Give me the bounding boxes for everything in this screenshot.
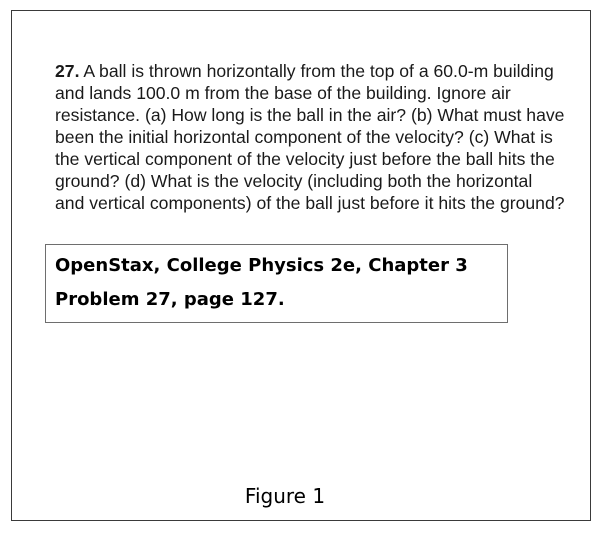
source-citation-box xyxy=(45,244,508,323)
problem-text: A ball is thrown horizontally from the top of a 60.0-m building and lands 100.0 m from the base of the building. Ignore air resistance. (a) How long is the ball in the air? (b) What must have been the initial horizontal component of the velocity? (c) What is the vertical component of the velocity just before the ball hits the ground? (d) What is the velocity (including both the horizontal and vertical components) of the ball just before it hits the ground? xyxy=(55,61,565,213)
source-line-problem: Problem 27, page 127. xyxy=(55,289,285,310)
figure-caption xyxy=(0,484,600,508)
source-line-book: OpenStax, College Physics 2e, Chapter 3 xyxy=(55,255,468,276)
figure-caption-text: Figure 1 xyxy=(244,484,326,508)
problem-statement xyxy=(55,60,565,214)
problem-number: 27. xyxy=(55,61,80,81)
